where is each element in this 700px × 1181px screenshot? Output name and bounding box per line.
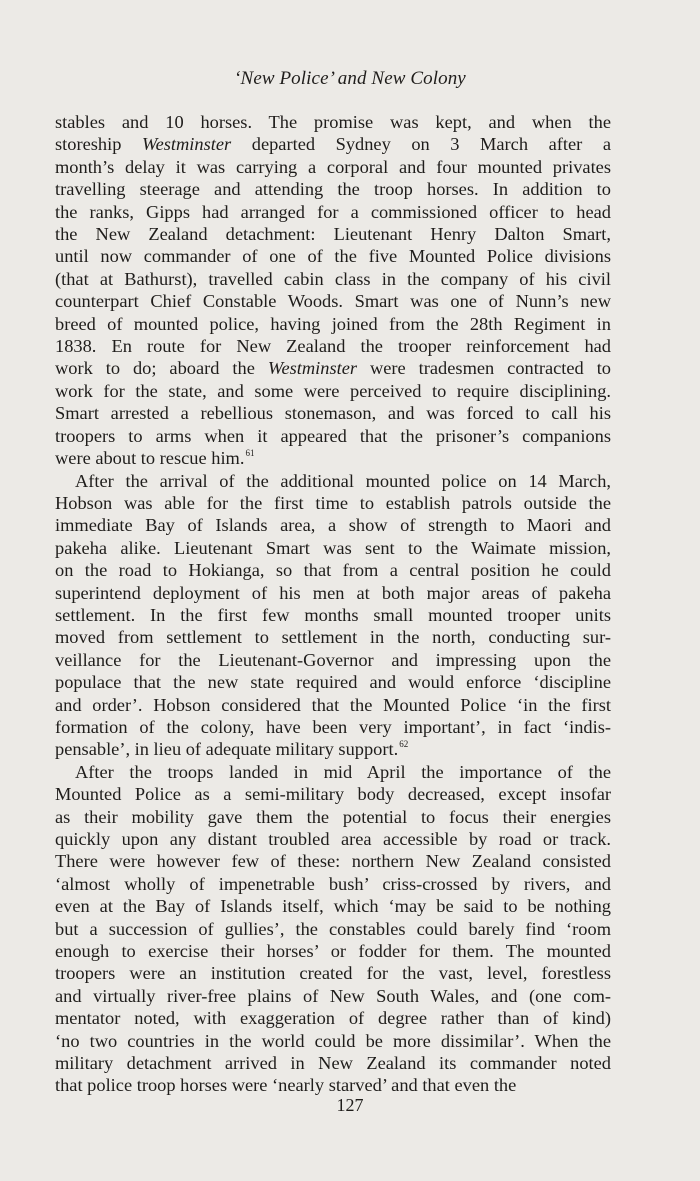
text-line: moved from settlement to settlement in the north, conducting sur-: [55, 627, 611, 648]
text-line: counterpart Chief Constable Woods. Smart was one of Nunn’s new: [55, 291, 611, 312]
text-line: storeship Westminster departed Sydney on 3 March after a: [55, 134, 611, 155]
text-line: ‘no two countries in the world could be more dissimilar’. When the: [55, 1030, 611, 1051]
text-line: the ranks, Gipps had arranged for a commissioned officer to head: [55, 201, 611, 222]
text-line: enough to exercise their horses’ or fodder for them. The mounted: [55, 941, 611, 962]
footnote-ref[interactable]: 61: [245, 448, 255, 459]
text-line: There were however few of these: northern New Zealand consisted: [55, 851, 611, 872]
page-number: 127: [336, 1095, 364, 1115]
running-header: ‘New Police’ and New Colony: [234, 68, 466, 89]
italic-title: Westminster: [267, 358, 358, 379]
text-line: pakeha alike. Lieutenant Smart was sent to the Waimate mission,: [55, 537, 611, 558]
text-line: pensable’, in lieu of adequate military support.$^{62}$: [55, 739, 409, 760]
text-line: work for the state, and some were perceived to require disciplining.: [55, 380, 611, 401]
text-line: mentator noted, with exaggeration of degree rather than of kind): [55, 1008, 611, 1029]
text-line: that police troop horses were ‘nearly starved’ and that even the: [55, 1075, 517, 1096]
text-line: travelling steerage and attending the troop horses. In addition to: [55, 179, 611, 200]
text-line: populace that the new state required and would enforce ‘discipline: [55, 672, 611, 693]
text-line: veillance for the Lieutenant-Governor and impressing upon the: [55, 649, 611, 670]
paragraph: [55, 111, 611, 470]
text-line: but a succession of gullies’, the constables could barely find ‘room: [55, 918, 611, 939]
paragraph: [55, 470, 611, 761]
text-line: were about to rescue him.$^{61}$: [55, 448, 255, 469]
text-line: and virtually river-free plains of New South Wales, and (one com-: [55, 985, 611, 1006]
text-line: breed of mounted police, having joined from the 28th Regiment in: [55, 313, 611, 334]
text-line: After the troops landed in mid April the importance of the: [75, 761, 611, 782]
text-line: even at the Bay of Islands itself, which ‘may be said to be nothing: [55, 896, 611, 917]
text-line: as their mobility gave them the potential to focus their energies: [55, 806, 611, 827]
text-line: Mounted Police as a semi-military body decreased, except insofar: [55, 784, 611, 805]
text-line: settlement. In the first few months small mounted trooper units: [55, 604, 611, 625]
text-line: troopers to arms when it appeared that the prisoner’s companions: [55, 425, 611, 446]
italic-title: Westminster: [141, 134, 232, 155]
text-line: and order’. Hobson considered that the Mounted Police ‘in the first: [55, 694, 611, 715]
text-line: work to do; aboard the Westminster were tradesmen contracted to: [55, 358, 611, 379]
text-line: ‘almost wholly of impenetrable bush’ criss-crossed by rivers, and: [55, 873, 611, 894]
text-line: until now commander of one of the five Mounted Police divisions: [55, 246, 611, 267]
text-line: the New Zealand detachment: Lieutenant Henry Dalton Smart,: [55, 224, 611, 245]
text-line: month’s delay it was carrying a corporal and four mounted privates: [55, 156, 611, 177]
text-line: Smart arrested a rebellious stonemason, and was forced to call his: [55, 403, 611, 424]
text-line: (that at Bathurst), travelled cabin class in the company of his civil: [55, 268, 611, 289]
text-line: 1838. En route for New Zealand the trooper reinforcement had: [55, 336, 611, 357]
text-line: stables and 10 horses. The promise was kept, and when the: [55, 112, 611, 132]
text-line: superintend deployment of his men at both major areas of pakeha: [55, 582, 611, 603]
text-line: immediate Bay of Islands area, a show of strength to Maori and: [55, 515, 611, 536]
text-line: troopers were an institution created for the vast, level, forestless: [55, 963, 611, 984]
text-line: military detachment arrived in New Zealand its commander noted: [55, 1053, 611, 1074]
text-line: on the road to Hokianga, so that from a central position he could: [55, 560, 611, 581]
body-text: [55, 111, 611, 1097]
paragraph: [55, 761, 611, 1097]
text-line: quickly upon any distant troubled area accessible by road or track.: [55, 829, 611, 849]
text-line: Hobson was able for the first time to establish patrols outside the: [55, 492, 611, 513]
text-line: formation of the colony, have been very important’, in fact ‘indis-: [55, 716, 611, 737]
footnote-ref[interactable]: 62: [399, 739, 409, 750]
text-line: After the arrival of the additional mounted police on 14 March,: [75, 470, 611, 491]
